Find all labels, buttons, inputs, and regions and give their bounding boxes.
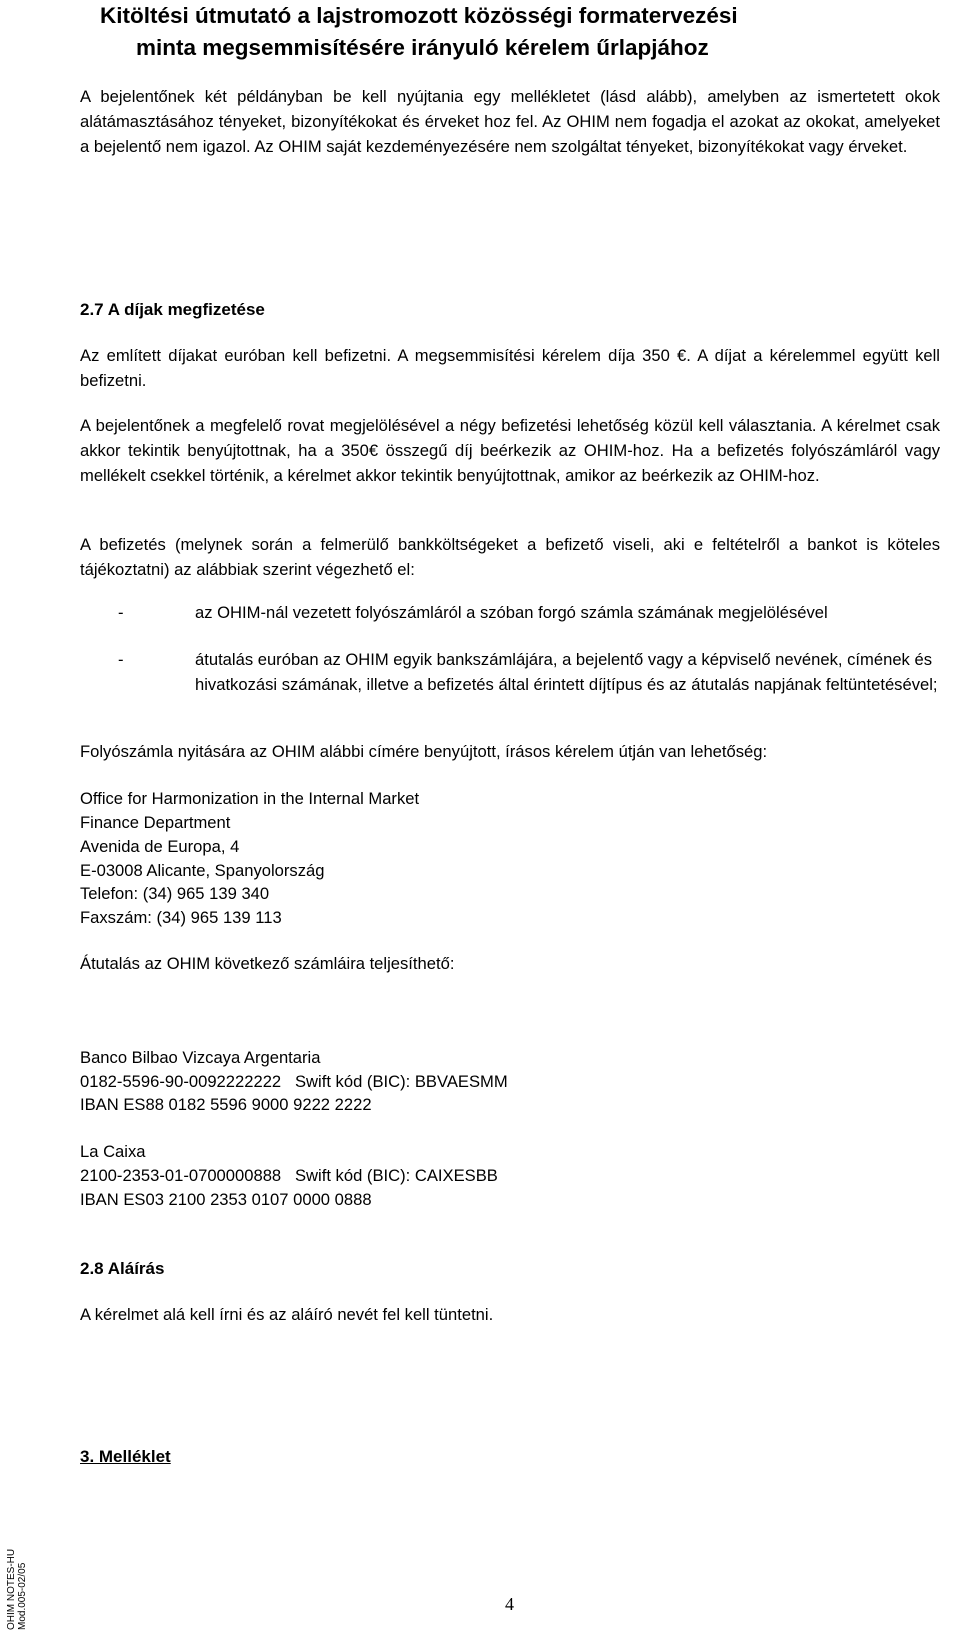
signature-paragraph: A kérelmet alá kell írni és az aláíró nevét fel kell tüntetni.: [80, 1305, 494, 1324]
address-line: Faxszám: (34) 965 139 113: [80, 908, 282, 927]
form-code-note: [6, 1549, 28, 1630]
address-line: Avenida de Europa, 4: [80, 837, 240, 856]
document-title: [100, 0, 940, 64]
bullet-marker: -: [118, 650, 124, 669]
section-title: Aláírás: [107, 1259, 165, 1278]
intro-paragraph: A bejelentőnek két példányban be kell nyújtania egy mellékletet (lásd alább), amelyben az ismertetett okok alátámasztásához tényeket, bizonyítékokat és érveket hoz fel. Az OHIM nem fogadja el azokat az okokat, amelyeket a bejelentő nem igazol. Az OHIM saját kezdeményezésére nem szolgáltat tényeket, bizonyítékokat vagy érveket.: [80, 87, 940, 156]
title-line-2: minta megsemmisítésére irányuló kérelem űrlapjához: [136, 35, 709, 60]
bank-line: 0182-5596-90-0092222222 Swift kód (BIC): BBVAESMM: [80, 1072, 508, 1091]
section-title: A díjak megfizetése: [107, 300, 265, 319]
address-line: Telefon: (34) 965 139 340: [80, 884, 270, 903]
bank-line: Banco Bilbao Vizcaya Argentaria: [80, 1048, 321, 1067]
section-number: 2.8: [80, 1259, 104, 1278]
form-code-line-1: OHIM NOTES-HU: [6, 1548, 17, 1630]
list-item-text: átutalás euróban az OHIM egyik bankszámlájára, a bejelentő vagy a képviselő nevének, címének és hivatkozási számának, illetve a befizetés által érintett díjtípus és az átutalás napjának feltüntetésével;: [195, 650, 938, 694]
address-line: E-03008 Alicante, Spanyolország: [80, 861, 325, 880]
bank-line: La Caixa: [80, 1142, 146, 1161]
list-item: [80, 647, 940, 722]
list-item-text: az OHIM-nál vezetett folyószámláról a szóban forgó számla számának megjelölésével: [195, 603, 828, 622]
section-number: 2.7: [80, 300, 104, 319]
address-line: Office for Harmonization in the Internal Market: [80, 789, 420, 808]
bank-line: IBAN ES88 0182 5596 9000 9222 2222: [80, 1095, 372, 1114]
fees-paragraph-3: A befizetés (melynek során a felmerülő bankköltségeket a befizető viseli, aki e feltételről a bankot is köteles tájékoztatni) az alábbiak szerint végezhető el:: [80, 535, 940, 579]
title-line-1: Kitöltési útmutató a lajstromozott közösségi formatervezési: [100, 3, 738, 28]
fees-paragraph-1: Az említett díjakat euróban kell befizetni. A megsemmisítési kérelem díja 350 €. A díjat a kérelemmel együtt kell befizetni.: [80, 346, 940, 390]
transfer-intro: Átutalás az OHIM következő számláira teljesíthető:: [80, 954, 455, 973]
address-line: Finance Department: [80, 813, 231, 832]
bank-line: 2100-2353-01-0700000888 Swift kód (BIC): CAIXESBB: [80, 1166, 498, 1185]
form-code-line-2: Mod.005-02/05: [17, 1562, 28, 1630]
bullet-marker: -: [118, 603, 124, 622]
account-opening-paragraph: Folyószámla nyitására az OHIM alábbi címére benyújtott, írásos kérelem útján van lehetőség:: [80, 742, 768, 761]
section-3-heading: 3. Melléklet: [80, 1447, 171, 1466]
list-item: [80, 600, 940, 650]
fees-paragraph-2: A bejelentőnek a megfelelő rovat megjelölésével a négy befizetési lehetőség közül kell választania. A kérelmet csak akkor tekintik benyújtottnak, ha a 350€ összegű díj beérkezik az OHIM-hoz. Ha a befizetés folyószámláról vagy mellékelt csekkel történik, a kérelmet akkor tekintik benyújtottnak, amikor az beérkezik az OHIM-hoz.: [80, 416, 940, 485]
section-2-7-heading: [80, 298, 265, 322]
page-number: 4: [505, 1594, 514, 1614]
section-2-8-heading: [80, 1257, 164, 1281]
bank-line: IBAN ES03 2100 2353 0107 0000 0888: [80, 1190, 372, 1209]
